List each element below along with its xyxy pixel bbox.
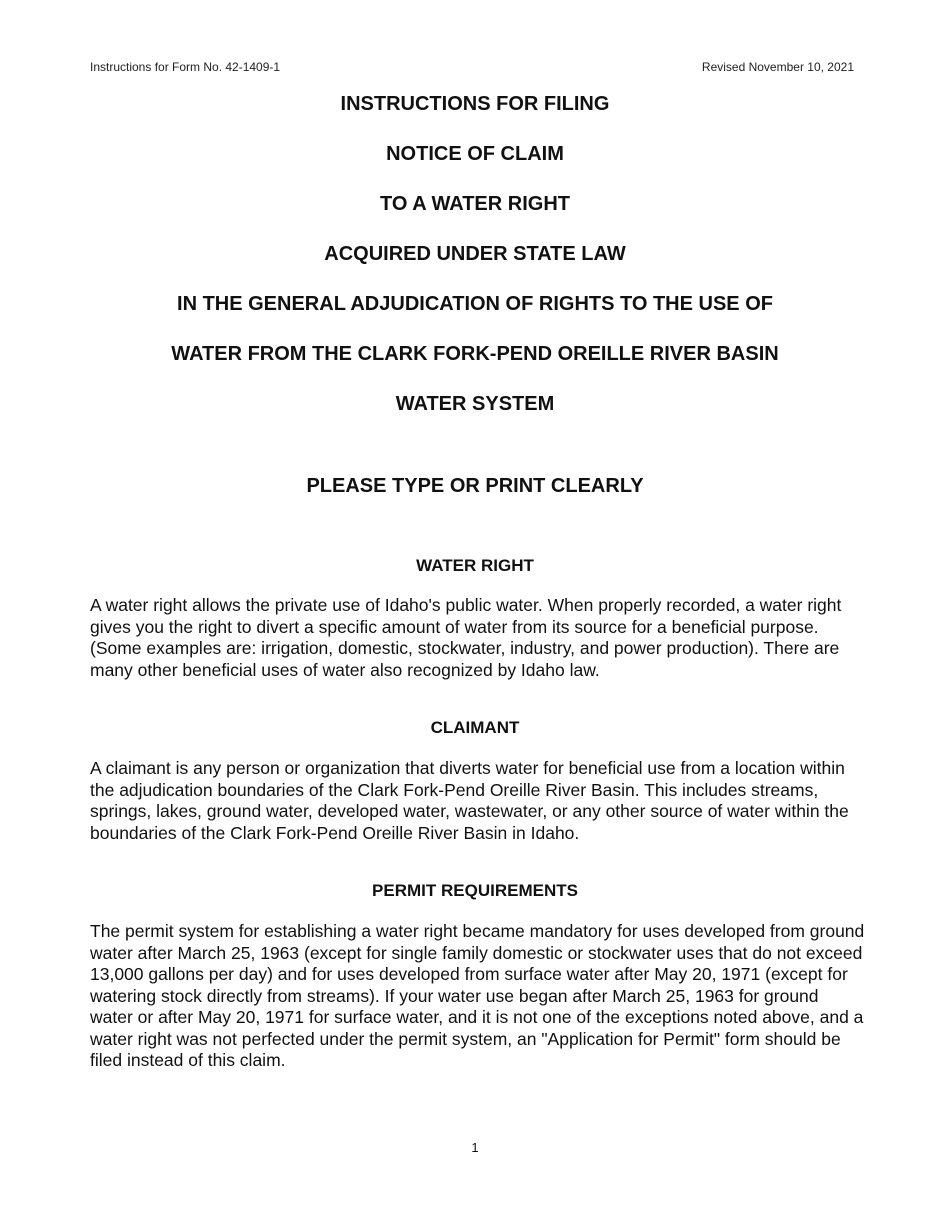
document-title [0,92,950,442]
title-line: NOTICE OF CLAIM [386,143,564,165]
title-line: INSTRUCTIONS FOR FILING [340,93,610,115]
section-body-claimant: A claimant is any person or organization that diverts water for beneficial use from a location within the adjudication boundaries of the Clark Fork-Pend Oreille River Basin. This includes streams, springs, lakes, ground water, developed water, wastewater, or any other source of water within the boundaries of the Clark Fork-Pend Oreille River Basin in Idaho. [90,758,849,843]
page-number: 1 [471,1140,479,1155]
section-body-permit-requirements: The permit system for establishing a water right became mandatory for uses developed from ground water after March 25, 1963 (except for single family domestic or stockwater uses that do not exceed 13,000 gallons per day) and for uses developed from surface water after May 20, 1971 (except for watering stock directly from streams). If your water use began after March 25, 1963 for ground water or after May 20, 1971 for surface water, and it is not one of the exceptions noted above, and a water right was not perfected under the permit system, an "Application for Permit" form should be filed instead of this claim. [90,921,865,1070]
title-line: WATER FROM THE CLARK FORK-PEND OREILLE RIVER BASIN [171,343,779,365]
section-heading-water-right: WATER RIGHT [416,556,534,575]
section-body-water-right: A water right allows the private use of Idaho's public water. When properly recorded, a water right gives you the right to divert a specific amount of water from its source for a beneficial purpose. (Some examples are: irrigation, domestic, stockwater, industry, and power production). There are many other beneficial uses of water also recognized by Idaho law. [90,595,842,680]
title-line: IN THE GENERAL ADJUDICATION OF RIGHTS TO THE USE OF [177,293,773,315]
section-heading-permit-requirements: PERMIT REQUIREMENTS [372,881,578,900]
title-line: ACQUIRED UNDER STATE LAW [324,243,626,265]
section-heading-claimant: CLAIMANT [430,718,520,737]
title-line: TO A WATER RIGHT [380,193,570,215]
header-revision-date: Revised November 10, 2021 [701,60,854,74]
print-clearly-notice: PLEASE TYPE OR PRINT CLEARLY [306,475,644,497]
header-form-number: Instructions for Form No. 42-1409-1 [90,60,281,74]
title-line: WATER SYSTEM [395,393,555,415]
